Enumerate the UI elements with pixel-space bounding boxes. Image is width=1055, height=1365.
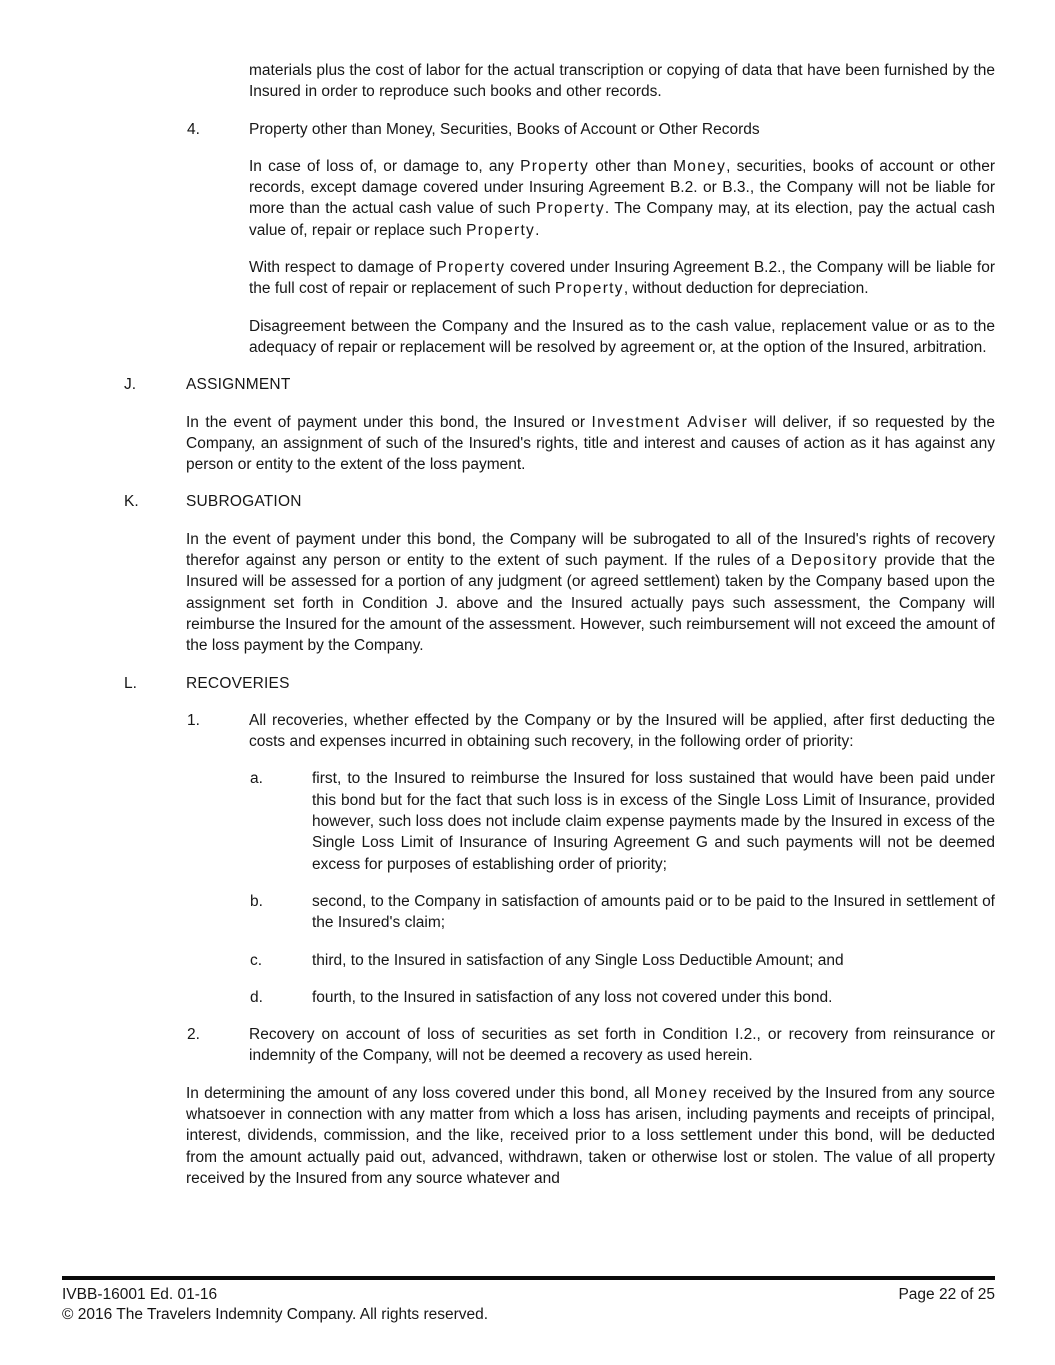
paragraph-text <box>312 891 995 934</box>
paragraph-text <box>312 768 995 874</box>
paragraph-text <box>249 119 995 140</box>
item-marker: c. <box>250 951 263 969</box>
paragraph <box>186 529 995 657</box>
defined-term: Property <box>520 157 590 175</box>
text-segment: With respect to damage of <box>249 259 437 277</box>
paragraph <box>249 60 995 103</box>
footer-rule <box>62 1276 995 1280</box>
footer-row <box>62 1285 995 1305</box>
item-marker: 1. <box>187 711 200 729</box>
item-marker: a. <box>250 770 263 788</box>
item-marker: L. <box>124 674 137 692</box>
list-item <box>187 1024 995 1067</box>
paragraph-text <box>249 710 995 753</box>
text-segment: , without deduction for depreciation. <box>623 280 869 298</box>
list-item <box>250 987 995 1008</box>
text-segment: provide that the Insured will be assessed for a portion of any judgment (or agreed settlement) taken by the Company based upon the assignment set forth in Condition J. above and the Insured actually pays such assessment, the Company will reimburse the Insured for the amount of the assessment. However, such reimbursement will not exceed the amount of the loss payment by the Company. <box>186 552 995 655</box>
paragraph <box>186 412 995 476</box>
defined-term: Money <box>654 1084 708 1102</box>
defined-term: Property <box>436 259 506 277</box>
defined-term: Property <box>535 200 605 218</box>
item-marker: 2. <box>187 1026 200 1044</box>
defined-term: Property <box>466 221 536 239</box>
list-item <box>250 768 995 874</box>
paragraph-text <box>249 1024 995 1067</box>
text-segment: received by the Insured from any source whatsoever in connection with any matter from which a loss has arisen, including payments and receipts of principal, interest, dividends, commission, and the like, received prior to a loss settlement under this bond, will be deducted from the amount actually paid out, advanced, withdrawn, taken or otherwise lost or stolen. The value of all property received by the Insured from any source whatever and <box>186 1084 995 1187</box>
section-heading <box>124 491 995 512</box>
text-segment: All recoveries, whether effected by the Company or by the Insured will be applied, after first deducting the costs and expenses incurred in obtaining such recovery, in the following order of priority: <box>249 711 995 751</box>
paragraph <box>249 156 995 241</box>
text-segment: other than <box>589 157 674 175</box>
list-item <box>250 950 995 971</box>
text-segment: , securities, books of account or other records, except damage covered under Insuring Agreement B.2. or B.3., the Company will not be liable for more than the actual cash value of such <box>249 157 995 218</box>
page-number: Page 22 of 25 <box>898 1286 995 1303</box>
section-heading <box>124 673 995 694</box>
paragraph-text <box>249 60 995 103</box>
defined-term: Depository <box>790 552 878 570</box>
text-segment: second, to the Company in satisfaction of amounts paid or to be paid to the Insured in settlement of the Insured's claim; <box>312 892 995 932</box>
list-item <box>250 891 995 934</box>
text-segment: materials plus the cost of labor for the actual transcription or copying of data that have been furnished by the Insured in order to reproduce such books and other records. <box>249 62 995 101</box>
page-footer <box>62 1276 995 1325</box>
text-segment: . The Company may, at its election, pay the actual cash value of, repair or replace such <box>249 200 996 239</box>
list-item <box>187 119 995 140</box>
section-title: RECOVERIES <box>186 674 290 692</box>
paragraph-text <box>186 412 995 476</box>
section-title: ASSIGNMENT <box>186 376 291 394</box>
text-segment: third, to the Insured in satisfaction of any Single Loss Deductible Amount; and <box>312 951 844 969</box>
text-segment: fourth, to the Insured in satisfaction of any loss not covered under this bond. <box>312 988 833 1006</box>
item-marker: b. <box>250 892 263 910</box>
paragraph <box>249 257 995 300</box>
paragraph <box>186 1083 995 1189</box>
paragraph-text <box>312 987 995 1008</box>
text-segment: Property other than Money, Securities, Books of Account or Other Records <box>249 120 760 138</box>
text-segment: In determining the amount of any loss covered under this bond, all <box>186 1084 655 1102</box>
text-segment: In the event of payment under this bond, the Company will be subrogated to all of the Insured's rights of recovery therefor against any person or entity to the extent of such payment. If the rules of a <box>186 530 995 570</box>
text-segment: In the event of payment under this bond, the Insured or <box>186 413 592 431</box>
defined-term: Money <box>673 157 727 175</box>
text-segment: . <box>535 221 540 239</box>
defined-term: Investment Adviser <box>591 413 749 431</box>
form-number: IVBB-16001 Ed. 01-16 <box>62 1286 218 1303</box>
text-segment: In case of loss of, or damage to, any <box>249 157 521 175</box>
defined-term: Property <box>554 280 624 298</box>
document-body <box>62 60 995 1205</box>
item-marker: 4. <box>187 120 200 138</box>
paragraph-text <box>249 156 995 241</box>
item-marker: J. <box>124 376 137 394</box>
item-marker: K. <box>124 493 139 511</box>
copyright-notice: © 2016 The Travelers Indemnity Company. All rights reserved. <box>62 1306 489 1323</box>
paragraph-text <box>186 529 995 657</box>
text-segment: will deliver, if so requested by the Company, an assignment of such of the Insured's rights, title and interest and causes of action as it has against any person or entity to the extent of the loss payment. <box>186 413 995 474</box>
text-segment: Disagreement between the Company and the Insured as to the cash value, replacement value or as to the adequacy of repair or replacement will be resolved by agreement or, at the option of the Insured, arbitration. <box>249 317 995 356</box>
section-heading <box>124 374 995 395</box>
list-item <box>187 710 995 753</box>
paragraph-text <box>186 1083 995 1189</box>
paragraph-text <box>249 316 995 359</box>
paragraph <box>249 316 995 359</box>
text-segment: first, to the Insured to reimburse the Insured for loss sustained that would have been paid under this bond but for the fact that such loss is in excess of the Single Loss Limit of Insurance, provided however, such loss does not include claim expense payments made by the Insured in excess of the Single Loss Limit of Insurance of Insuring Agreement G and such payments will not be deemed excess for purposes of establishing order of priority; <box>312 770 995 873</box>
text-segment: Recovery on account of loss of securities as set forth in Condition I.2., or recovery from reinsurance or indemnity of the Company, will not be deemed a recovery as used herein. <box>249 1026 995 1065</box>
paragraph-text <box>312 950 995 971</box>
paragraph-text <box>249 257 995 300</box>
text-segment: covered under Insuring Agreement B.2., the Company will be liable for the full cost of repair or replacement of such <box>249 259 995 298</box>
section-title: SUBROGATION <box>186 493 302 511</box>
item-marker: d. <box>250 988 263 1006</box>
